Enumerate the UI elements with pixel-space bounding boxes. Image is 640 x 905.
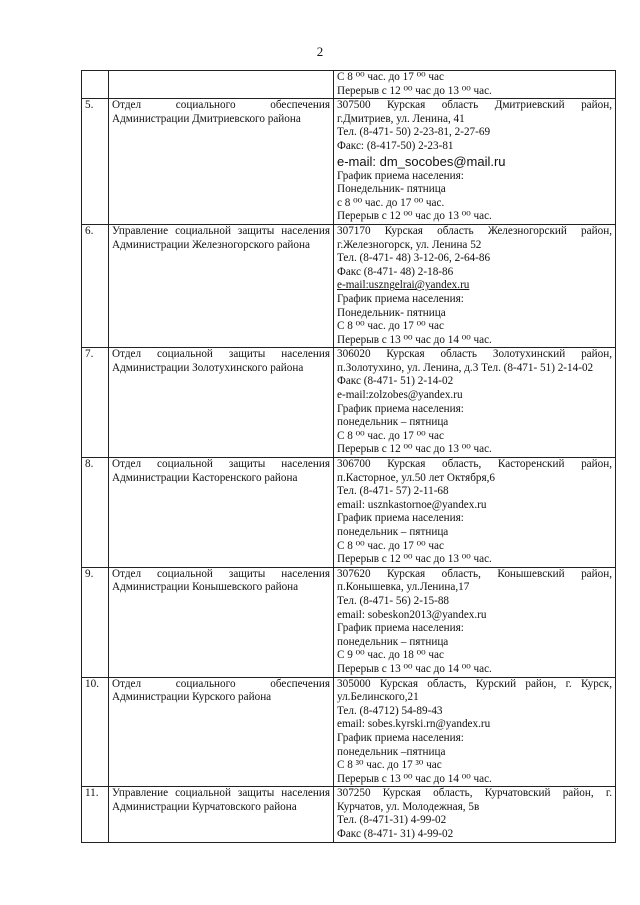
info-cell	[334, 787, 616, 842]
info-cell	[334, 99, 616, 225]
org-name: Отдел социального обеспечения Администрации Курского района	[109, 677, 334, 787]
org-name: Управление социальной защиты населения Администрации Курчатовского района	[109, 787, 334, 842]
table-row	[82, 677, 616, 787]
schedule-hours: С 8 ⁰⁰ час. до 17 ⁰⁰ час	[337, 429, 444, 442]
address: 307170 Курская область Железногорский район, г.Железногорск, ул. Ленина 52	[337, 224, 612, 251]
org-name: Управление социальной защиты населения Администрации Железногорского района	[109, 224, 334, 347]
email[interactable]: email: sobes.kyrski.rn@yandex.ru	[337, 718, 491, 731]
phone: Тел. (8-471- 50) 2-23-81, 2-27-69	[337, 126, 491, 139]
schedule-break: Перерыв с 12 ⁰⁰ час до 13 ⁰⁰ час.	[337, 210, 492, 223]
phone: Тел. (8-471- 57) 2-11-68	[337, 485, 449, 498]
schedule-hours: С 8 ⁰⁰ час. до 17 ⁰⁰ час	[337, 71, 444, 83]
row-number: 7.	[82, 348, 109, 458]
schedule-heading: График приема населения:	[337, 169, 464, 182]
row-number: 11.	[82, 787, 109, 842]
address: 307500 Курская область Дмитриевский район, г.Дмитриев, ул. Ленина, 41	[337, 99, 612, 125]
schedule-days: Понедельник- пятница	[337, 306, 446, 319]
schedule-days: понедельник – пятница	[337, 416, 449, 429]
org-name: Отдел социальной защиты населения Администрации Золотухинского района	[109, 348, 334, 458]
fax: Факс: (8-417-50) 2-23-81	[337, 139, 454, 152]
address: 307620 Курская область, Конышевский район, п.Конышевка, ул.Ленина,17	[337, 567, 612, 594]
org-name: Отдел социальной защиты населения Администрации Конышевского района	[109, 567, 334, 677]
info-cell	[334, 458, 616, 568]
schedule-heading: График приема населения:	[337, 402, 464, 415]
schedule-hours: С 9 ⁰⁰ час. до 18 ⁰⁰ час	[337, 649, 444, 662]
schedule-hours: С 8 ³⁰ час. до 17 ³⁰ час	[337, 759, 442, 772]
schedule-break: Перерыв с 12 ⁰⁰ час до 13 ⁰⁰ час.	[337, 84, 492, 97]
schedule-heading: График приема населения:	[337, 622, 464, 635]
schedule-hours: С 8 ⁰⁰ час. до 17 ⁰⁰ час	[337, 320, 444, 333]
schedule-break: Перерыв с 13 ⁰⁰ час до 14 ⁰⁰ час.	[337, 333, 492, 346]
schedule-heading: График приема населения:	[337, 731, 464, 744]
schedule-break: Перерыв с 13 ⁰⁰ час до 14 ⁰⁰ час.	[337, 662, 492, 675]
schedule-days: понедельник –пятница	[337, 745, 446, 758]
email[interactable]: e-mail:uszngelrai@yandex.ru	[337, 279, 470, 292]
phone: Тел. (8-471-31) 4-99-02	[337, 814, 447, 827]
row-number: 10.	[82, 677, 109, 787]
info-cell	[334, 677, 616, 787]
email[interactable]: e-mail:zolzobes@yandex.ru	[337, 389, 463, 402]
schedule-break: Перерыв с 12 ⁰⁰ час до 13 ⁰⁰ час.	[337, 443, 492, 456]
row-number: 8.	[82, 458, 109, 568]
row-number-cell	[82, 71, 109, 99]
info-cell	[334, 567, 616, 677]
address-phone: 306020 Курская область Золотухинский район, п.Золотухино, ул. Ленина, д.3 Тел. (8-471- 51) 2-14-02	[337, 348, 612, 374]
table-row	[82, 348, 616, 458]
phone: Тел. (8-471- 56) 2-15-88	[337, 594, 450, 607]
info-cell	[334, 71, 616, 99]
org-name: Отдел социального обеспечения Администрации Дмитриевского района	[109, 99, 334, 225]
email[interactable]: e-mail: dm_socobes@mail.ru	[337, 153, 506, 169]
table-row	[82, 787, 616, 842]
fax: Факс (8-471- 48) 2-18-86	[337, 265, 454, 278]
phone: Тел. (8-471- 48) 3-12-06, 2-64-86	[337, 252, 491, 265]
email[interactable]: email: sobeskon2013@yandex.ru	[337, 608, 487, 621]
phone: Тел. (8-4712) 54-89-43	[337, 704, 443, 717]
contacts-table	[81, 70, 616, 843]
fax: Факс (8-471- 51) 2-14-02	[337, 375, 454, 388]
address: 307250 Курская область, Курчатовский район, г. Курчатов, ул. Молодежная, 5в	[337, 787, 612, 813]
schedule-heading: График приема населения:	[337, 512, 464, 525]
table-row	[82, 224, 616, 347]
row-number: 5.	[82, 99, 109, 225]
org-name: Отдел социальной защиты населения Администрации Касторенского района	[109, 458, 334, 568]
schedule-hours: с 8 ⁰⁰ час. до 17 ⁰⁰ час.	[337, 196, 445, 209]
info-cell	[334, 348, 616, 458]
schedule-hours: С 8 ⁰⁰ час. до 17 ⁰⁰ час	[337, 539, 444, 552]
table-row	[82, 567, 616, 677]
email[interactable]: email: usznkastornoe@yandex.ru	[337, 498, 487, 511]
table-row	[82, 458, 616, 568]
schedule-heading: График приема населения:	[337, 292, 464, 305]
address: 305000 Курская область, Курский район, г. Курск, ул.Белинского,21	[337, 677, 612, 704]
schedule-break: Перерыв с 12 ⁰⁰ час до 13 ⁰⁰ час.	[337, 553, 492, 566]
schedule-break: Перерыв с 13 ⁰⁰ час до 14 ⁰⁰ час.	[337, 772, 492, 785]
address: 306700 Курская область, Касторенский район, п.Касторное, ул.50 лет Октября,6	[337, 458, 612, 484]
row-number: 6.	[82, 224, 109, 347]
org-cell	[109, 71, 334, 99]
schedule-days: понедельник – пятница	[337, 526, 449, 538]
table-row	[82, 99, 616, 225]
schedule-days: понедельник – пятница	[337, 635, 449, 648]
page-number: 2	[316, 44, 324, 59]
info-cell	[334, 224, 616, 347]
fax: Факс (8-471- 31) 4-99-02	[337, 828, 454, 841]
schedule-days: Понедельник- пятница	[337, 183, 446, 196]
row-number: 9.	[82, 567, 109, 677]
table-row	[82, 71, 616, 99]
